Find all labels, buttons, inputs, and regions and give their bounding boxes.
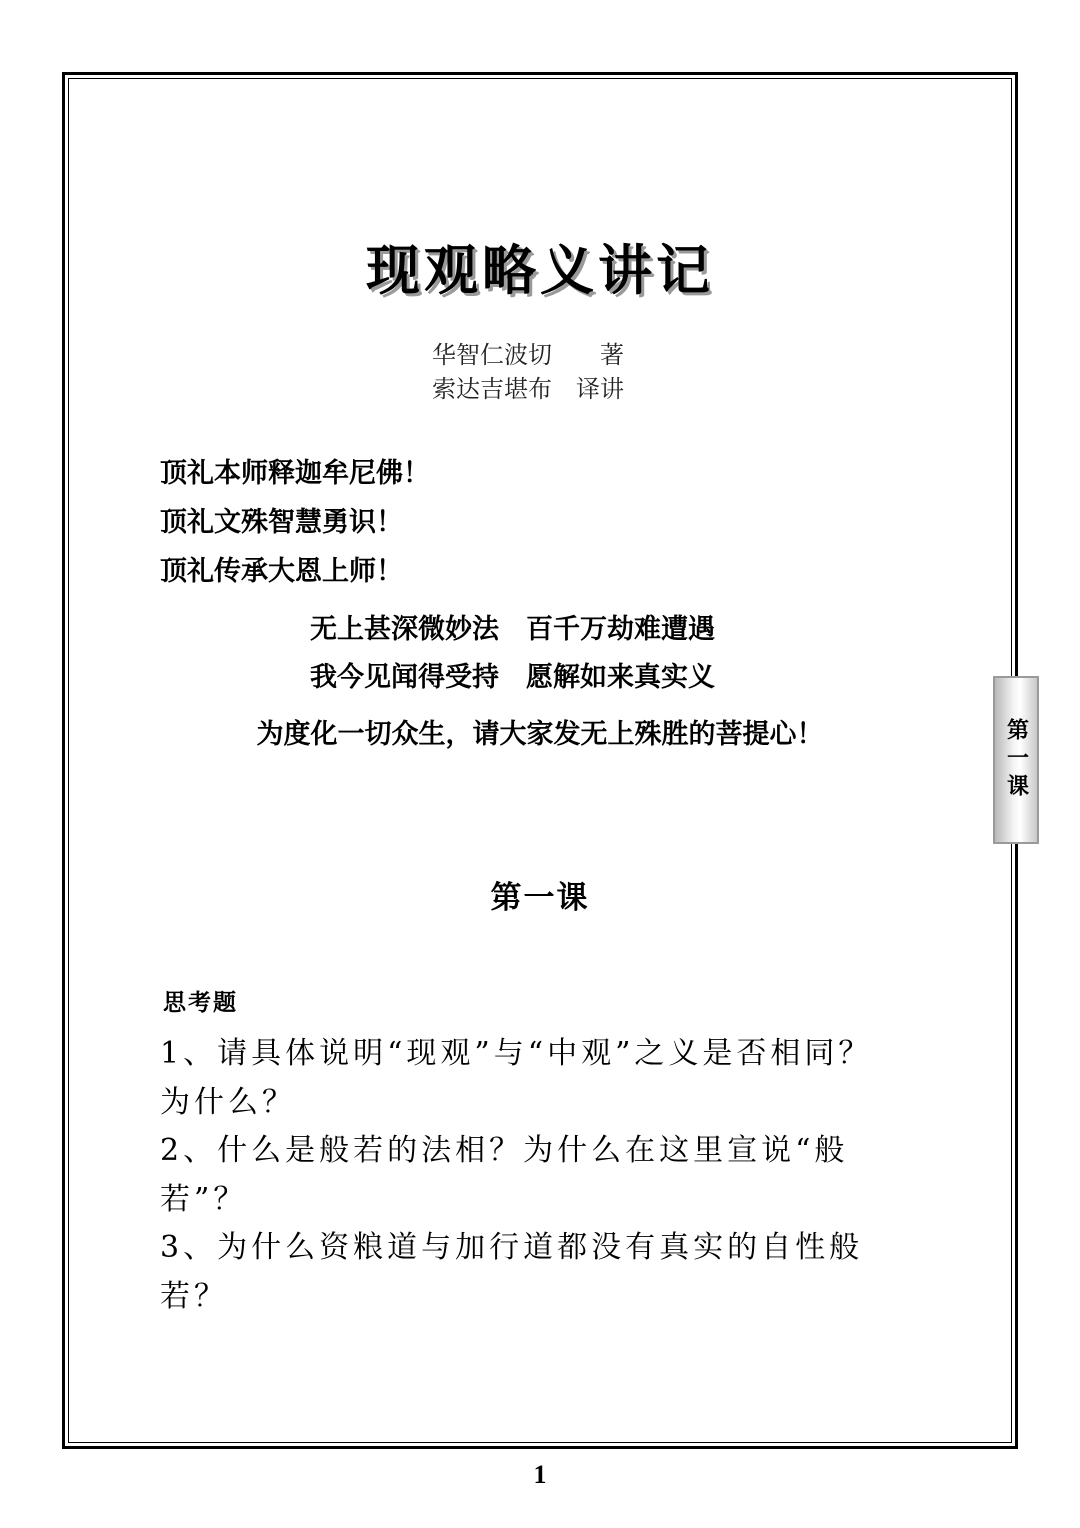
bodhicitta-aspiration: 为度化一切众生，请大家发无上殊胜的菩提心！ bbox=[256, 719, 824, 750]
author-line-1 bbox=[432, 335, 624, 370]
homage-line-2: 顶礼文殊智慧勇识！ bbox=[160, 507, 403, 538]
question-item: 1、请具体说明“现观”与“中观”之义是否相同？为什么？ bbox=[160, 1036, 873, 1120]
author-line-2 bbox=[432, 369, 624, 404]
verse-line-1: 无上甚深微妙法 百千万劫难遭遇 bbox=[310, 614, 715, 645]
translator-name: 索达吉堪布 bbox=[432, 375, 552, 403]
homage-line-1: 顶礼本师释迦牟尼佛！ bbox=[160, 458, 430, 489]
translator-role: 译讲 bbox=[576, 375, 624, 403]
questions-list bbox=[160, 1030, 900, 1321]
questions-heading: 思考题 bbox=[163, 990, 238, 1016]
author-role: 著 bbox=[600, 341, 624, 369]
author-name: 华智仁波切 bbox=[432, 341, 552, 369]
chapter-side-tab bbox=[993, 676, 1039, 844]
lesson-title: 第一课 bbox=[490, 880, 590, 916]
chapter-side-tab-label: 第一课 bbox=[1003, 718, 1029, 802]
book-title: 现观略义讲记 bbox=[366, 239, 714, 302]
question-item: 3、为什么资粮道与加行道都没有真实的自性般若？ bbox=[160, 1230, 864, 1314]
homage-line-3: 顶礼传承大恩上师！ bbox=[160, 556, 403, 587]
verse-line-2: 我今见闻得受持 愿解如来真实义 bbox=[310, 662, 715, 693]
page-number: 1 bbox=[533, 1460, 547, 1489]
question-item: 2、什么是般若的法相？为什么在这里宣说“般若”？ bbox=[160, 1133, 849, 1217]
